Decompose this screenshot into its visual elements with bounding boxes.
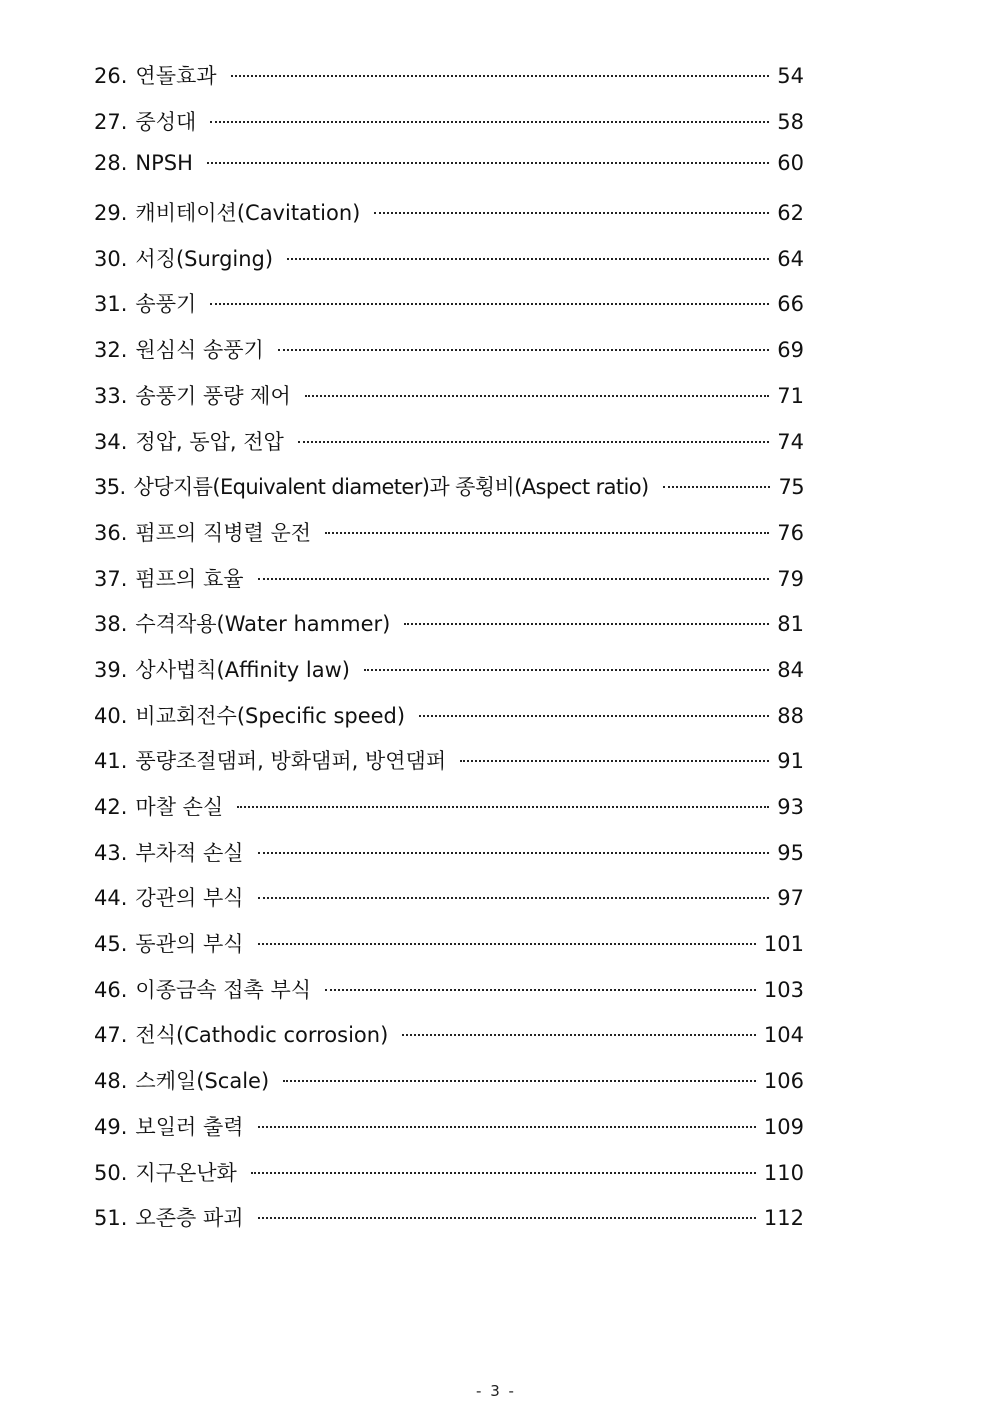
toc-entry-page: 79 bbox=[777, 566, 804, 591]
dot-leader bbox=[287, 258, 769, 260]
toc-entry[interactable] bbox=[94, 197, 804, 243]
toc-entry-page: 74 bbox=[777, 429, 804, 454]
dot-leader bbox=[207, 162, 769, 164]
toc-entry-number: 43. bbox=[94, 840, 128, 865]
toc-entry[interactable] bbox=[94, 471, 804, 517]
toc-entry[interactable] bbox=[94, 426, 804, 472]
dot-leader bbox=[663, 486, 771, 488]
toc-entry-title: 중성대 bbox=[135, 109, 197, 134]
dot-leader bbox=[258, 578, 770, 580]
toc-entry-number: 35. bbox=[94, 475, 126, 500]
toc-entry-page: 69 bbox=[777, 338, 804, 363]
toc-entry[interactable] bbox=[94, 243, 804, 289]
dot-leader bbox=[210, 303, 769, 305]
toc-entry[interactable] bbox=[94, 608, 804, 654]
dot-leader bbox=[237, 806, 769, 808]
toc-entry-page: 88 bbox=[777, 703, 804, 728]
toc-entry-title: 펌프의 직병렬 운전 bbox=[135, 520, 312, 545]
toc-entry-page: 109 bbox=[763, 1114, 804, 1139]
toc-entry-page: 95 bbox=[777, 840, 804, 865]
toc-entry-title: 송풍기 bbox=[135, 292, 197, 317]
toc-entry-page: 101 bbox=[763, 932, 804, 957]
toc-entry[interactable] bbox=[94, 654, 804, 700]
dot-leader bbox=[283, 1080, 756, 1082]
toc-entry-number: 38. bbox=[94, 612, 128, 637]
page-number: - 3 - bbox=[476, 1382, 516, 1400]
dot-leader bbox=[305, 395, 770, 397]
toc-entry-number: 50. bbox=[94, 1160, 128, 1185]
toc-entry-number: 40. bbox=[94, 703, 128, 728]
toc-entry[interactable] bbox=[94, 563, 804, 609]
toc-entry-title: 전식(Cathodic corrosion) bbox=[135, 1023, 389, 1048]
toc-entry-page: 58 bbox=[777, 109, 804, 134]
toc-entry-title: NPSH bbox=[135, 151, 193, 176]
toc-entry-title: 수격작용(Water hammer) bbox=[135, 612, 391, 637]
toc-entry[interactable] bbox=[94, 60, 804, 106]
toc-entry-number: 29. bbox=[94, 201, 128, 226]
toc-entry-page: 66 bbox=[777, 292, 804, 317]
toc-entry-title: 보일러 출력 bbox=[135, 1114, 244, 1139]
toc-entry[interactable] bbox=[94, 106, 804, 152]
toc-entry-number: 37. bbox=[94, 566, 128, 591]
dot-leader bbox=[298, 441, 769, 443]
toc-entry[interactable] bbox=[94, 517, 804, 563]
toc-entry-page: 84 bbox=[777, 657, 804, 682]
dot-leader bbox=[278, 349, 769, 351]
toc-entry[interactable] bbox=[94, 928, 804, 974]
dot-leader bbox=[258, 897, 770, 899]
dot-leader bbox=[404, 623, 769, 625]
toc-entry-page: 75 bbox=[778, 475, 804, 500]
toc-entry-title: 상사법칙(Affinity law) bbox=[135, 657, 350, 682]
toc-entry-number: 42. bbox=[94, 795, 128, 819]
toc-entry-number: 30. bbox=[94, 246, 128, 271]
toc-entry-page: 104 bbox=[763, 1023, 804, 1048]
toc-entry-number: 51. bbox=[94, 1206, 128, 1231]
toc-entry[interactable] bbox=[94, 882, 804, 928]
dot-leader bbox=[251, 1172, 756, 1174]
toc-entry-page: 64 bbox=[777, 246, 804, 271]
dot-leader bbox=[374, 212, 769, 214]
toc-entry-number: 47. bbox=[94, 1023, 128, 1048]
dot-leader bbox=[325, 989, 756, 991]
toc-entry-page: 91 bbox=[777, 749, 804, 774]
toc-entry-title: 강관의 부식 bbox=[135, 886, 244, 911]
toc-entry-number: 27. bbox=[94, 109, 128, 134]
toc-entry-page: 60 bbox=[777, 151, 804, 176]
table-of-contents bbox=[94, 60, 804, 1248]
toc-entry[interactable] bbox=[94, 745, 804, 791]
toc-entry-title: 지구온난화 bbox=[135, 1160, 237, 1185]
toc-entry-number: 28. bbox=[94, 151, 128, 176]
toc-entry-page: 54 bbox=[777, 64, 804, 88]
toc-entry-title: 펌프의 효율 bbox=[135, 566, 244, 591]
toc-entry-page: 71 bbox=[777, 383, 804, 408]
toc-entry[interactable] bbox=[94, 700, 804, 746]
toc-entry-number: 36. bbox=[94, 520, 128, 545]
toc-entry-page: 62 bbox=[777, 201, 804, 226]
dot-leader bbox=[258, 1217, 756, 1219]
toc-entry-page: 81 bbox=[777, 612, 804, 637]
toc-entry[interactable] bbox=[94, 151, 804, 197]
toc-entry[interactable] bbox=[94, 1202, 804, 1248]
toc-entry-title: 송풍기 풍량 제어 bbox=[135, 383, 291, 408]
dot-leader bbox=[210, 121, 769, 123]
dot-leader bbox=[258, 1126, 756, 1128]
dot-leader bbox=[460, 760, 769, 762]
toc-entry-page: 112 bbox=[763, 1206, 804, 1231]
toc-entry-title: 스케일(Scale) bbox=[135, 1069, 270, 1094]
dot-leader bbox=[364, 669, 769, 671]
dot-leader bbox=[419, 715, 769, 717]
toc-entry-title: 오존층 파괴 bbox=[135, 1206, 244, 1231]
toc-entry-page: 93 bbox=[777, 795, 804, 819]
toc-entry[interactable] bbox=[94, 1019, 804, 1065]
toc-entry-title: 마찰 손실 bbox=[135, 795, 224, 819]
toc-entry[interactable] bbox=[94, 380, 804, 426]
toc-entry[interactable] bbox=[94, 334, 804, 380]
toc-entry-title: 원심식 송풍기 bbox=[135, 338, 264, 363]
toc-entry-title: 비교회전수(Specific speed) bbox=[135, 703, 406, 728]
dot-leader bbox=[325, 532, 769, 534]
toc-entry-title: 서징(Surging) bbox=[135, 246, 274, 271]
toc-entry-page: 106 bbox=[763, 1069, 804, 1094]
toc-entry[interactable] bbox=[94, 837, 804, 883]
dot-leader bbox=[231, 75, 770, 77]
toc-entry-page: 103 bbox=[763, 977, 804, 1002]
toc-entry-number: 48. bbox=[94, 1069, 128, 1094]
toc-entry-number: 39. bbox=[94, 657, 128, 682]
toc-entry-number: 32. bbox=[94, 338, 128, 363]
toc-entry-title: 부차적 손실 bbox=[135, 840, 244, 865]
toc-entry[interactable] bbox=[94, 288, 804, 334]
toc-entry-title: 이종금속 접촉 부식 bbox=[135, 977, 312, 1002]
toc-entry-page: 97 bbox=[777, 886, 804, 911]
toc-entry-number: 44. bbox=[94, 886, 128, 911]
toc-entry-page: 76 bbox=[777, 520, 804, 545]
toc-entry-number: 34. bbox=[94, 429, 128, 454]
toc-entry[interactable] bbox=[94, 1157, 804, 1203]
toc-entry[interactable] bbox=[94, 974, 804, 1020]
toc-entry-number: 46. bbox=[94, 977, 128, 1002]
toc-entry-number: 31. bbox=[94, 292, 128, 317]
toc-entry-title: 정압, 동압, 전압 bbox=[135, 429, 284, 454]
toc-entry-title: 상당지름(Equivalent diameter)과 종횡비(Aspect ratio) bbox=[133, 475, 649, 500]
dot-leader bbox=[258, 943, 756, 945]
dot-leader bbox=[258, 852, 770, 854]
toc-entry-number: 45. bbox=[94, 932, 128, 957]
dot-leader bbox=[402, 1034, 756, 1036]
toc-entry-number: 26. bbox=[94, 64, 128, 88]
toc-entry-title: 캐비테이션(Cavitation) bbox=[135, 201, 361, 226]
toc-entry-number: 41. bbox=[94, 749, 128, 774]
toc-entry[interactable] bbox=[94, 1065, 804, 1111]
toc-entry[interactable] bbox=[94, 1111, 804, 1157]
toc-entry-title: 연돌효과 bbox=[135, 64, 217, 88]
toc-entry-title: 풍량조절댐퍼, 방화댐퍼, 방연댐퍼 bbox=[135, 749, 447, 774]
toc-entry-page: 110 bbox=[763, 1160, 804, 1185]
toc-entry[interactable] bbox=[94, 791, 804, 837]
toc-entry-number: 49. bbox=[94, 1114, 128, 1139]
toc-entry-title: 동관의 부식 bbox=[135, 932, 244, 957]
toc-entry-number: 33. bbox=[94, 383, 128, 408]
